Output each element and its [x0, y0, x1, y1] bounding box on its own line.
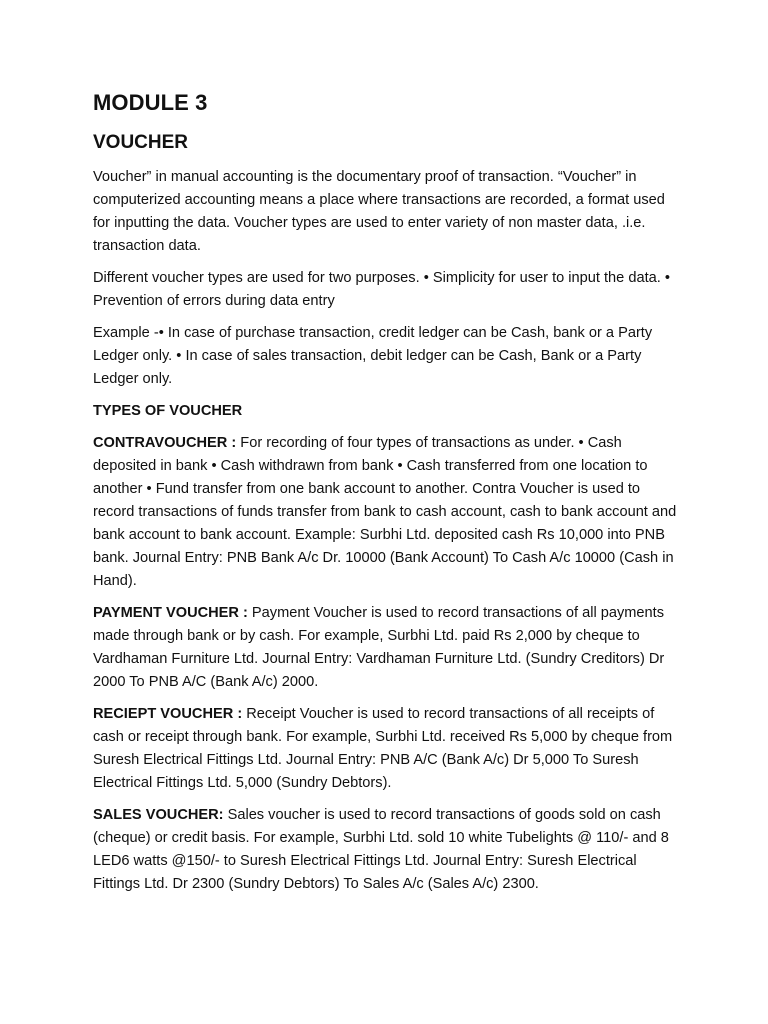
sales-voucher-paragraph: [93, 804, 685, 896]
receipt-voucher-paragraph: [93, 703, 685, 795]
intro-paragraph: Voucher” in manual accounting is the documentary proof of transaction. “Voucher” in computerized accounting means a place where transactions are recorded, a format used for inputting the data. Voucher types are used to enter variety of non master data, .i.e. transaction data.: [93, 169, 665, 254]
contra-voucher-paragraph: [93, 432, 685, 593]
example-paragraph: Example -• In case of purchase transaction, credit ledger can be Cash, bank or a Party Ledger only. • In case of sales transaction, debit ledger can be Cash, Bank or a Party Ledger only.: [93, 325, 653, 387]
types-heading: TYPES OF VOUCHER: [93, 403, 243, 419]
receipt-voucher-text: Receipt Voucher is used to record transactions of all receipts of cash or receipt through bank. For example, Surbhi Ltd. received Rs 5,000 by cheque from Suresh Electrical Fittings Ltd. Journal Entry: PNB A/C (Bank A/c) Dr 5,000 To Suresh Electrical Fittings Ltd. 5,000 (Sundry Debtors).: [93, 706, 673, 791]
section-title: VOUCHER: [93, 132, 189, 153]
payment-voucher-paragraph: [93, 602, 685, 694]
purposes-paragraph: Different voucher types are used for two purposes. • Simplicity for user to input the data. • Prevention of errors during data entry: [93, 270, 670, 309]
contra-voucher-text: For recording of four types of transactions as under. • Cash deposited in bank • Cash withdrawn from bank • Cash transferred from one location to another • Fund transfer from one bank account to another. Contra Voucher is used to record transactions of funds transfer from bank to cash account, cash to bank account and bank account to bank account. Example: Surbhi Ltd. deposited cash Rs 10,000 into PNB bank. Journal Entry: PNB Bank A/c Dr. 10000 (Bank Account) To Cash A/c 10000 (Cash in Hand).: [93, 435, 677, 589]
payment-voucher-text: Payment Voucher is used to record transactions of all payments made through bank or by cash. For example, Surbhi Ltd. paid Rs 2,000 by cheque to Vardhaman Furniture Ltd. Journal Entry: Vardhaman Furniture Ltd. (Sundry Creditors) Dr 2000 To PNB A/C (Bank A/c) 2000.: [93, 605, 665, 690]
sales-voucher-text: Sales voucher is used to record transactions of goods sold on cash (cheque) or credit basis. For example, Surbhi Ltd. sold 10 white Tubelights @ 110/- and 8 LED6 watts @150/- to Suresh Electrical Fittings Ltd. Journal Entry: Suresh Electrical Fittings Ltd. Dr 2300 (Sundry Debtors) To Sales A/c (Sales A/c) 2300.: [93, 807, 669, 892]
module-title: MODULE 3: [93, 90, 208, 115]
receipt-voucher-label: RECIEPT VOUCHER :: [93, 706, 243, 722]
document-page: [93, 88, 685, 905]
contra-voucher-label: CONTRAVOUCHER :: [93, 435, 237, 451]
payment-voucher-label: PAYMENT VOUCHER :: [93, 605, 248, 621]
sales-voucher-label: SALES VOUCHER:: [93, 807, 224, 823]
